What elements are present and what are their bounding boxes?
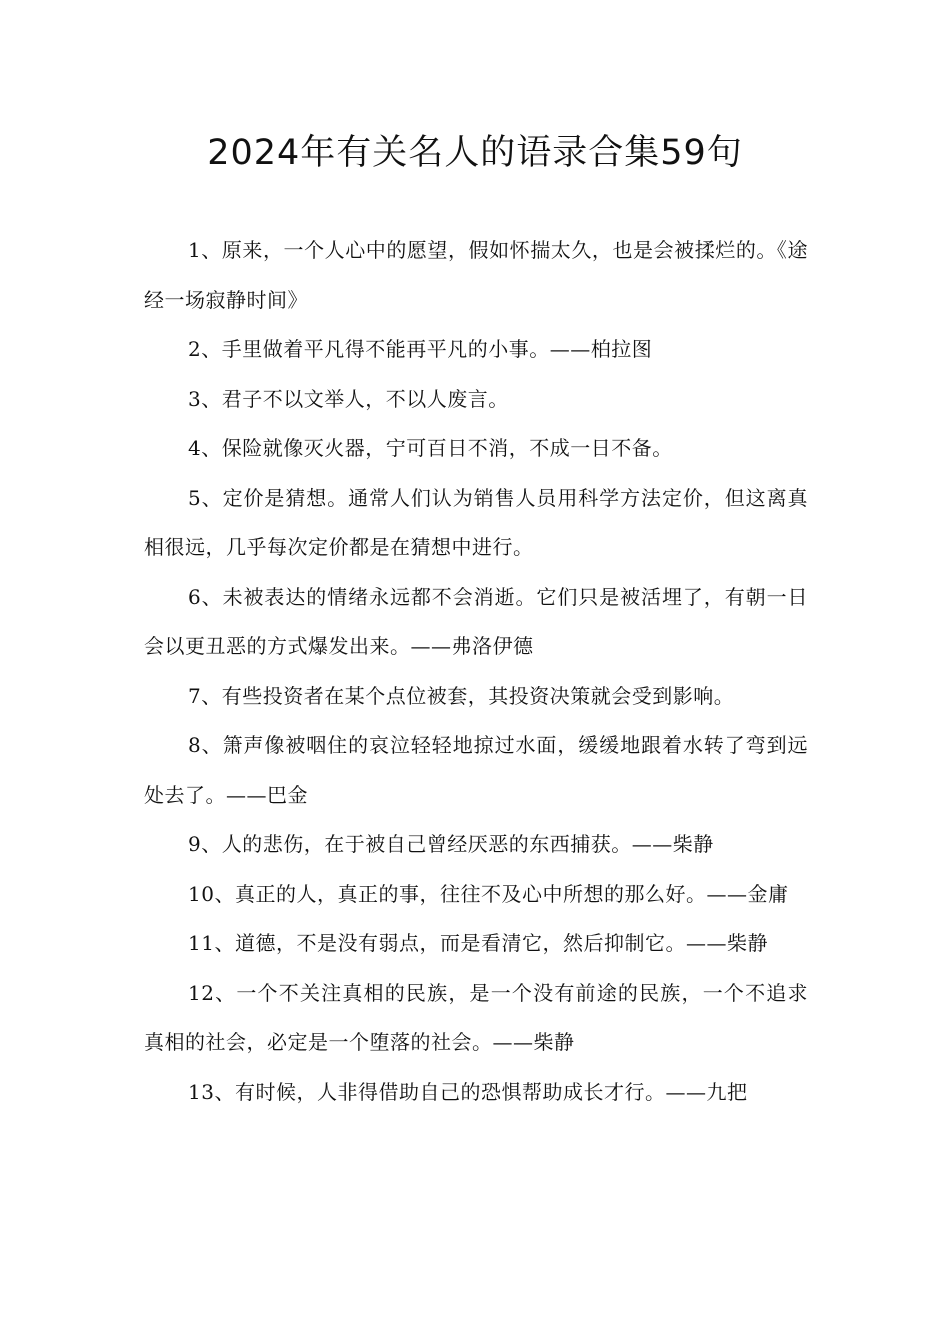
quote-paragraph-8: 8、箫声像被咽住的哀泣轻轻地掠过水面，缓缓地跟着水转了弯到远处去了。——巴金 (144, 733, 808, 807)
quote-paragraph-5: 5、定价是猜想。通常人们认为销售人员用科学方法定价，但这离真相很远，几乎每次定价都是在猜想中进行。 (144, 485, 808, 559)
quote-paragraph-10: 10、真正的人，真正的事，往往不及心中所想的那么好。——金庸 (188, 881, 789, 906)
quote-paragraph-13: 13、有时候，人非得借助自己的恐惧帮助成长才行。——九把 (188, 1079, 748, 1104)
quote-paragraph-2: 2、手里做着平凡得不能再平凡的小事。——柏拉图 (188, 337, 653, 361)
quote-paragraph-1: 1、原来，一个人心中的愿望，假如怀揣太久，也是会被揉烂的。《途经一场寂静时间》 (144, 238, 808, 312)
quote-paragraph-7: 7、有些投资者在某个点位被套，其投资决策就会受到影响。 (188, 683, 735, 708)
quote-paragraph-3: 3、君子不以文举人，不以人废言。 (188, 386, 509, 411)
quote-paragraph-6: 6、未被表达的情绪永远都不会消逝。它们只是被活埋了，有朝一日会以更丑恶的方式爆发出来。——弗洛伊德 (144, 584, 808, 658)
quote-paragraph-4: 4、保险就像灭火器，宁可百日不消，不成一日不备。 (188, 436, 673, 460)
quote-paragraph-12: 12、一个不关注真相的民族，是一个没有前途的民族，一个不追求真相的社会，必定是一个堕落的社会。——柴静 (144, 980, 808, 1054)
quote-paragraph-11: 11、道德，不是没有弱点，而是看清它，然后抑制它。——柴静 (188, 931, 768, 955)
document-body (144, 226, 808, 1117)
document-title: 2024年有关名人的语录合集59句 (207, 133, 743, 173)
quote-paragraph-9: 9、人的悲伤，在于被自己曾经厌恶的东西捕获。——柴静 (188, 832, 714, 856)
